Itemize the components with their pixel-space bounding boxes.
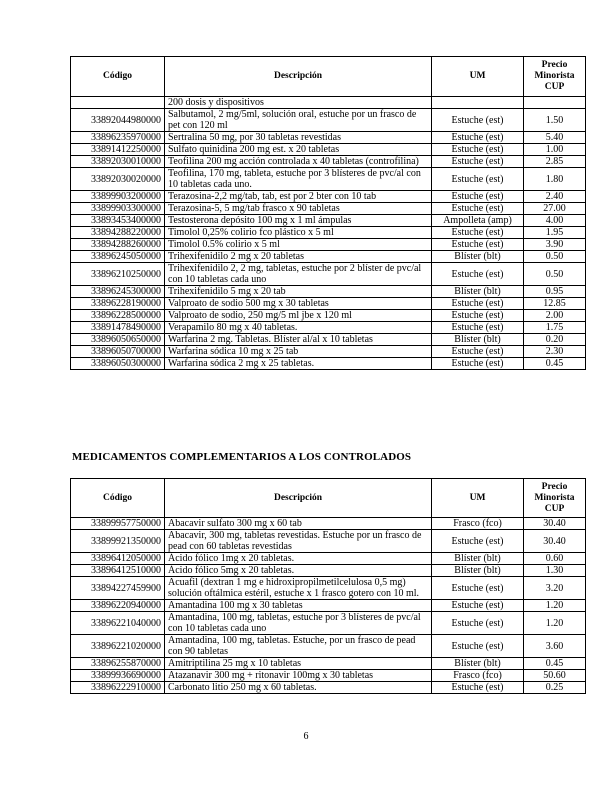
cell-code: 33896221040000: [71, 612, 165, 635]
cell-price: 30.40: [524, 530, 586, 553]
cell-um: Blíster (blt): [432, 334, 524, 346]
cell-description: Valproato de sodio 500 mg x 30 tabletas: [165, 298, 432, 310]
cell-price: 1.75: [524, 322, 586, 334]
cell-price: [524, 97, 586, 109]
table-row: [71, 109, 586, 132]
cell-um: Blíster (blt): [432, 565, 524, 577]
table-header-row: [71, 57, 586, 97]
cell-description: Terazosina-5, 5 mg/tab frasco x 90 tabletas: [165, 203, 432, 215]
cell-um: Estuche (est): [432, 530, 524, 553]
header-um: UM: [432, 57, 524, 97]
table-row: [71, 132, 586, 144]
table-row: [71, 358, 586, 370]
cell-um: Estuche (est): [432, 191, 524, 203]
cell-um: Estuche (est): [432, 239, 524, 251]
table-row: [71, 518, 586, 530]
cell-description: Trihexifenidilo 5 mg x 20 tab: [165, 286, 432, 298]
cell-price: 0.45: [524, 658, 586, 670]
cell-code: 33899936690000: [71, 670, 165, 682]
table-header-row: [71, 479, 586, 518]
cell-description: Amitriptilina 25 mg x 10 tabletas: [165, 658, 432, 670]
cell-um: [432, 97, 524, 109]
table-row: [71, 346, 586, 358]
cell-description: Testosterona depósito 100 mg x 1 ml ámpulas: [165, 215, 432, 227]
cell-description: Timolol 0.5% colirio x 5 ml: [165, 239, 432, 251]
header-price: Precio Minorista CUP: [524, 479, 586, 518]
cell-code: 33893453400000: [71, 215, 165, 227]
cell-price: 1.20: [524, 612, 586, 635]
cell-um: Frasco (fco): [432, 670, 524, 682]
cell-um: Blíster (blt): [432, 251, 524, 263]
cell-um: Estuche (est): [432, 612, 524, 635]
cell-description: Sertralina 50 mg, por 30 tabletas revestidas: [165, 132, 432, 144]
cell-code: 33896235970000: [71, 132, 165, 144]
cell-code: 33896210250000: [71, 263, 165, 286]
table-row: [71, 670, 586, 682]
cell-price: 0.50: [524, 251, 586, 263]
price-table-1: [70, 56, 586, 370]
cell-code: 33894288260000: [71, 239, 165, 251]
header-code: Código: [71, 57, 165, 97]
table-row: [71, 612, 586, 635]
cell-description: Amantadina 100 mg x 30 tabletas: [165, 600, 432, 612]
table-row: [71, 191, 586, 203]
cell-price: 0.25: [524, 682, 586, 694]
table-row: [71, 298, 586, 310]
table-row: [71, 635, 586, 658]
cell-description: Trihexifenidilo 2 mg x 20 tabletas: [165, 251, 432, 263]
cell-code: 33896228190000: [71, 298, 165, 310]
cell-description: Abacavir sulfato 300 mg x 60 tab: [165, 518, 432, 530]
cell-description: Atazanavir 300 mg + ritonavir 100mg x 30 tabletas: [165, 670, 432, 682]
cell-price: 2.00: [524, 310, 586, 322]
cell-um: Estuche (est): [432, 144, 524, 156]
header-code: Código: [71, 479, 165, 518]
table-row: [71, 203, 586, 215]
cell-code: 33892030020000: [71, 168, 165, 191]
cell-code: 33892044980000: [71, 109, 165, 132]
cell-um: Estuche (est): [432, 577, 524, 600]
price-table-2: [70, 478, 586, 694]
cell-description: Ácido fólico 1mg x 20 tabletas.: [165, 553, 432, 565]
cell-code: 33896222910000: [71, 682, 165, 694]
cell-um: Estuche (est): [432, 203, 524, 215]
cell-um: Estuche (est): [432, 298, 524, 310]
header-um: UM: [432, 479, 524, 518]
table-row: [71, 322, 586, 334]
table-row: [71, 215, 586, 227]
cell-price: 2.85: [524, 156, 586, 168]
cell-price: 0.45: [524, 358, 586, 370]
cell-code: 33896245050000: [71, 251, 165, 263]
table-row: [71, 239, 586, 251]
cell-description: Teofilina 200 mg acción controlada x 40 tabletas (controfilina): [165, 156, 432, 168]
cell-um: Estuche (est): [432, 227, 524, 239]
table-row: [71, 144, 586, 156]
cell-um: Estuche (est): [432, 682, 524, 694]
table-row: [71, 334, 586, 346]
cell-price: 1.95: [524, 227, 586, 239]
cell-um: Blíster (blt): [432, 553, 524, 565]
cell-description: Warfarina 2 mg. Tabletas. Blíster al/al x 10 tabletas: [165, 334, 432, 346]
table-row: [71, 553, 586, 565]
cell-price: 3.90: [524, 239, 586, 251]
cell-code: 33894227459900: [71, 577, 165, 600]
cell-price: 0.50: [524, 263, 586, 286]
header-description: Descripción: [165, 479, 432, 518]
cell-um: Estuche (est): [432, 346, 524, 358]
page-number: 6: [303, 731, 309, 742]
cell-code: 33892030010000: [71, 156, 165, 168]
cell-code: 33896245300000: [71, 286, 165, 298]
cell-code: 33896228500000: [71, 310, 165, 322]
table-row: [71, 263, 586, 286]
cell-description: Amantadina, 100 mg, tabletas, estuche por 3 blísteres de pvc/al con 10 tabletas cada uno: [165, 612, 432, 635]
cell-code: 33894288220000: [71, 227, 165, 239]
cell-code: 33899903300000: [71, 203, 165, 215]
cell-code: 33896412510000: [71, 565, 165, 577]
table-row: [71, 565, 586, 577]
cell-price: 1.30: [524, 565, 586, 577]
cell-code: 33896221020000: [71, 635, 165, 658]
cell-description: Terazosina-2,2 mg/tab, tab, est por 2 bter con 10 tab: [165, 191, 432, 203]
cell-price: 50.60: [524, 670, 586, 682]
cell-code: 33899921350000: [71, 530, 165, 553]
cell-code: 33891412250000: [71, 144, 165, 156]
cell-price: 30.40: [524, 518, 586, 530]
cell-code: 33896050650000: [71, 334, 165, 346]
cell-price: 2.40: [524, 191, 586, 203]
cell-price: 27.00: [524, 203, 586, 215]
cell-price: 4.00: [524, 215, 586, 227]
cell-price: 1.00: [524, 144, 586, 156]
cell-um: Estuche (est): [432, 156, 524, 168]
cell-price: 1.50: [524, 109, 586, 132]
table-row: [71, 168, 586, 191]
cell-um: Frasco (fco): [432, 518, 524, 530]
header-description: Descripción: [165, 57, 432, 97]
cell-description: Teofilina, 170 mg, tableta, estuche por 3 blísteres de pvc/al con 10 tabletas cada uno.: [165, 168, 432, 191]
table-row: [71, 310, 586, 322]
cell-code: 33896050700000: [71, 346, 165, 358]
cell-um: Ampolleta (amp): [432, 215, 524, 227]
cell-description: Trihexifenidilo 2, 2 mg, tabletas, estuche por 2 blíster de pvc/al con 10 tabletas cada uno: [165, 263, 432, 286]
cell-code: 33891478490000: [71, 322, 165, 334]
table-row: [71, 97, 586, 109]
cell-price: 0.95: [524, 286, 586, 298]
cell-description: Warfarina sódica 2 mg x 25 tabletas.: [165, 358, 432, 370]
cell-description: Abacavir, 300 mg, tabletas revestidas. Estuche por un frasco de pead con 60 tabletas revestidas: [165, 530, 432, 553]
cell-um: Estuche (est): [432, 635, 524, 658]
cell-price: 3.20: [524, 577, 586, 600]
table-row: [71, 251, 586, 263]
cell-price: 0.60: [524, 553, 586, 565]
cell-description: Timolol 0,25% colirio fco plástico x 5 ml: [165, 227, 432, 239]
table-row: [71, 530, 586, 553]
cell-um: Estuche (est): [432, 109, 524, 132]
cell-code: [71, 97, 165, 109]
cell-price: 2.30: [524, 346, 586, 358]
cell-price: 1.20: [524, 600, 586, 612]
section-title: MEDICAMENTOS COMPLEMENTARIOS A LOS CONTROLADOS: [72, 451, 412, 463]
cell-price: 1.80: [524, 168, 586, 191]
cell-description: Amantadina, 100 mg, tabletas. Estuche, por un frasco de pead con 90 tabletas: [165, 635, 432, 658]
cell-um: Estuche (est): [432, 310, 524, 322]
cell-um: Blíster (blt): [432, 286, 524, 298]
cell-description: Salbutamol, 2 mg/5ml, solución oral, estuche por un frasco de pet con 120 ml: [165, 109, 432, 132]
cell-um: Blíster (blt): [432, 658, 524, 670]
cell-description: 200 dosis y dispositivos: [165, 97, 432, 109]
table-row: [71, 577, 586, 600]
cell-code: 33899903200000: [71, 191, 165, 203]
cell-code: 33896050300000: [71, 358, 165, 370]
cell-description: Verapamilo 80 mg x 40 tabletas.: [165, 322, 432, 334]
cell-um: Estuche (est): [432, 263, 524, 286]
table-row: [71, 286, 586, 298]
cell-price: 0.20: [524, 334, 586, 346]
cell-description: Warfarina sódica 10 mg x 25 tab: [165, 346, 432, 358]
cell-um: Estuche (est): [432, 132, 524, 144]
header-price: Precio Minorista CUP: [524, 57, 586, 97]
cell-description: Sulfato quinidina 200 mg est. x 20 tabletas: [165, 144, 432, 156]
cell-description: Carbonato litio 250 mg x 60 tabletas.: [165, 682, 432, 694]
cell-code: 33896255870000: [71, 658, 165, 670]
cell-description: Acuafil (dextran 1 mg e hidroxipropilmetilcelulosa 0,5 mg) solución oftálmica estéril, estuche x 1 frasco gotero con 10 ml.: [165, 577, 432, 600]
cell-description: Ácido fólico 5mg x 20 tabletas.: [165, 565, 432, 577]
cell-description: Valproato de sodio, 250 mg/5 ml jbe x 120 ml: [165, 310, 432, 322]
table-row: [71, 658, 586, 670]
cell-code: 33896412050000: [71, 553, 165, 565]
cell-price: 3.60: [524, 635, 586, 658]
table-row: [71, 156, 586, 168]
cell-code: 33899957750000: [71, 518, 165, 530]
cell-um: Estuche (est): [432, 600, 524, 612]
table-row: [71, 682, 586, 694]
cell-um: Estuche (est): [432, 168, 524, 191]
cell-price: 5.40: [524, 132, 586, 144]
table-row: [71, 227, 586, 239]
table-row: [71, 600, 586, 612]
cell-price: 12.85: [524, 298, 586, 310]
cell-code: 33896220940000: [71, 600, 165, 612]
cell-um: Estuche (est): [432, 358, 524, 370]
cell-um: Estuche (est): [432, 322, 524, 334]
